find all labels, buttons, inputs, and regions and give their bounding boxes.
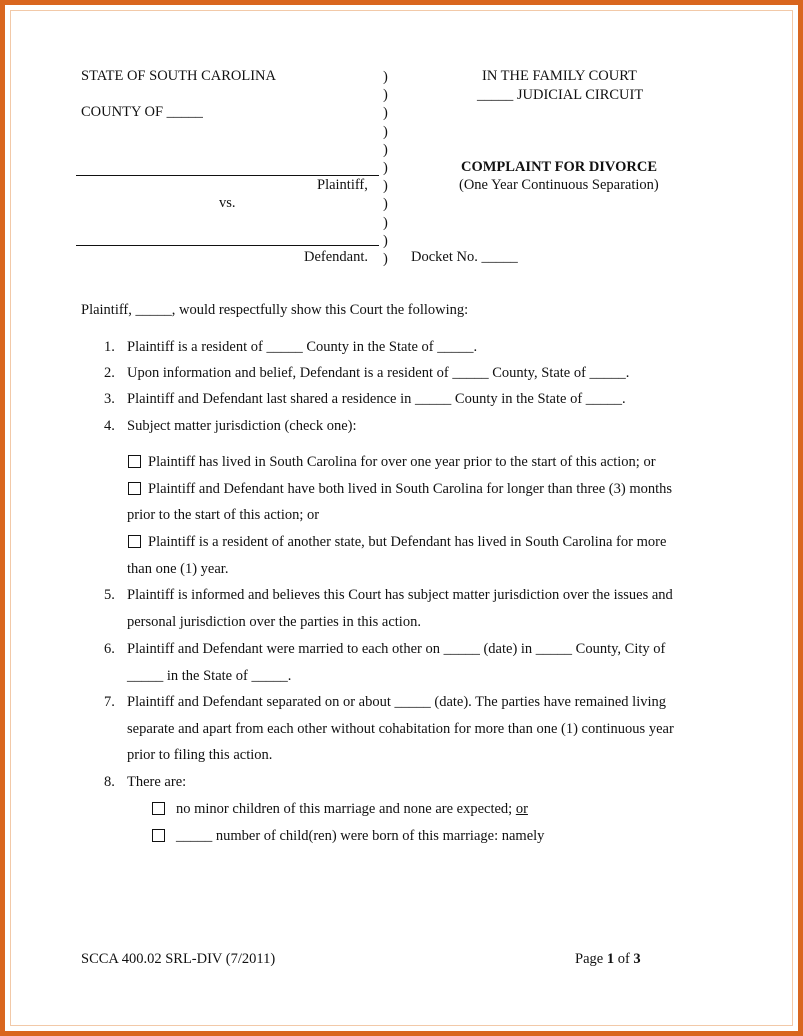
- page-total: 3: [633, 951, 641, 967]
- page-current: 1: [606, 951, 615, 967]
- item-number: 8.: [104, 774, 115, 790]
- item-text: prior to filing this action.: [127, 747, 273, 763]
- vs-label: vs.: [219, 195, 236, 211]
- children-option-text: [176, 801, 528, 818]
- county-label: COUNTY OF _____: [81, 104, 203, 120]
- item-text: There are:: [127, 774, 187, 790]
- defendant-name-line: [76, 245, 379, 246]
- jurisdiction-checkbox-3[interactable]: [128, 535, 141, 548]
- paren: ): [383, 178, 388, 195]
- jurisdiction-option-text: Plaintiff has lived in South Carolina for over one year prior to the start of this action; or: [148, 454, 656, 470]
- paren: ): [383, 159, 388, 176]
- paren: ): [383, 87, 388, 104]
- document-title: COMPLAINT FOR DIVORCE: [461, 159, 658, 175]
- children-checkbox-none[interactable]: [152, 802, 165, 815]
- jurisdiction-option-text: than one (1) year.: [127, 561, 229, 577]
- page-number: [575, 951, 641, 968]
- jurisdiction-checkbox-1[interactable]: [128, 455, 141, 468]
- intro-paragraph: Plaintiff, _____, would respectfully show this Court the following:: [81, 302, 469, 318]
- item-number: 2.: [104, 365, 115, 381]
- document-subtitle: (One Year Continuous Separation): [459, 177, 659, 193]
- paren: ): [383, 196, 388, 213]
- item-text: Plaintiff is a resident of _____ County in the State of _____.: [127, 339, 478, 355]
- jurisdiction-checkbox-2[interactable]: [128, 482, 141, 495]
- item-number: 5.: [104, 587, 115, 603]
- children-checkbox-number[interactable]: [152, 829, 165, 842]
- children-option-text: _____ number of child(ren) were born of this marriage: namely: [176, 828, 545, 844]
- jurisdiction-option-text: Plaintiff is a resident of another state, but Defendant has lived in South Carolina for more: [148, 534, 667, 550]
- paren: ): [383, 69, 388, 85]
- children-option-or: or: [515, 801, 528, 817]
- item-number: 4.: [104, 418, 115, 434]
- form-id: SCCA 400.02 SRL-DIV (7/2011): [81, 951, 276, 967]
- item-text: _____ in the State of _____.: [127, 668, 292, 684]
- item-text: separate and apart from each other without cohabitation for more than one (1) continuous year: [127, 721, 674, 737]
- item-text: Plaintiff is informed and believes this Court has subject matter jurisdiction over the issues and: [127, 587, 673, 603]
- plaintiff-label: Plaintiff,: [317, 177, 368, 193]
- item-text: Plaintiff and Defendant were married to each other on _____ (date) in _____ County, City of: [127, 641, 666, 657]
- item-text: personal jurisdiction over the parties in this action.: [127, 614, 421, 630]
- paren: ): [383, 232, 388, 249]
- item-number: 6.: [104, 641, 115, 657]
- item-number: 7.: [104, 694, 115, 710]
- item-number: 3.: [104, 391, 115, 407]
- item-number: 1.: [104, 339, 115, 355]
- children-option-label: no minor children of this marriage and none are expected;: [176, 801, 516, 817]
- paren: ): [383, 250, 388, 267]
- item-text: Plaintiff and Defendant separated on or about _____ (date). The parties have remained living: [127, 694, 667, 710]
- item-text: Upon information and belief, Defendant is a resident of _____ County, State of _____.: [127, 365, 630, 381]
- circuit-label: _____ JUDICIAL CIRCUIT: [477, 87, 644, 103]
- of-word: of: [614, 951, 634, 967]
- docket-number: Docket No. _____: [411, 249, 518, 265]
- page-word: Page: [575, 951, 607, 967]
- court-label: IN THE FAMILY COURT: [482, 68, 637, 84]
- paren: ): [383, 105, 388, 122]
- item-text: Subject matter jurisdiction (check one):: [127, 418, 357, 434]
- paren: ): [383, 141, 388, 158]
- caption-paren-column: [383, 68, 397, 268]
- jurisdiction-option-text: prior to the start of this action; or: [127, 507, 320, 523]
- jurisdiction-option-text: Plaintiff and Defendant have both lived in South Carolina for longer than three (3) months: [148, 481, 673, 497]
- paren: ): [383, 214, 388, 231]
- paren: ): [383, 123, 388, 140]
- plaintiff-name-line: [76, 175, 379, 176]
- state-label: STATE OF SOUTH CAROLINA: [81, 68, 276, 84]
- item-text: Plaintiff and Defendant last shared a residence in _____ County in the State of _____.: [127, 391, 626, 407]
- defendant-label: Defendant.: [304, 249, 369, 265]
